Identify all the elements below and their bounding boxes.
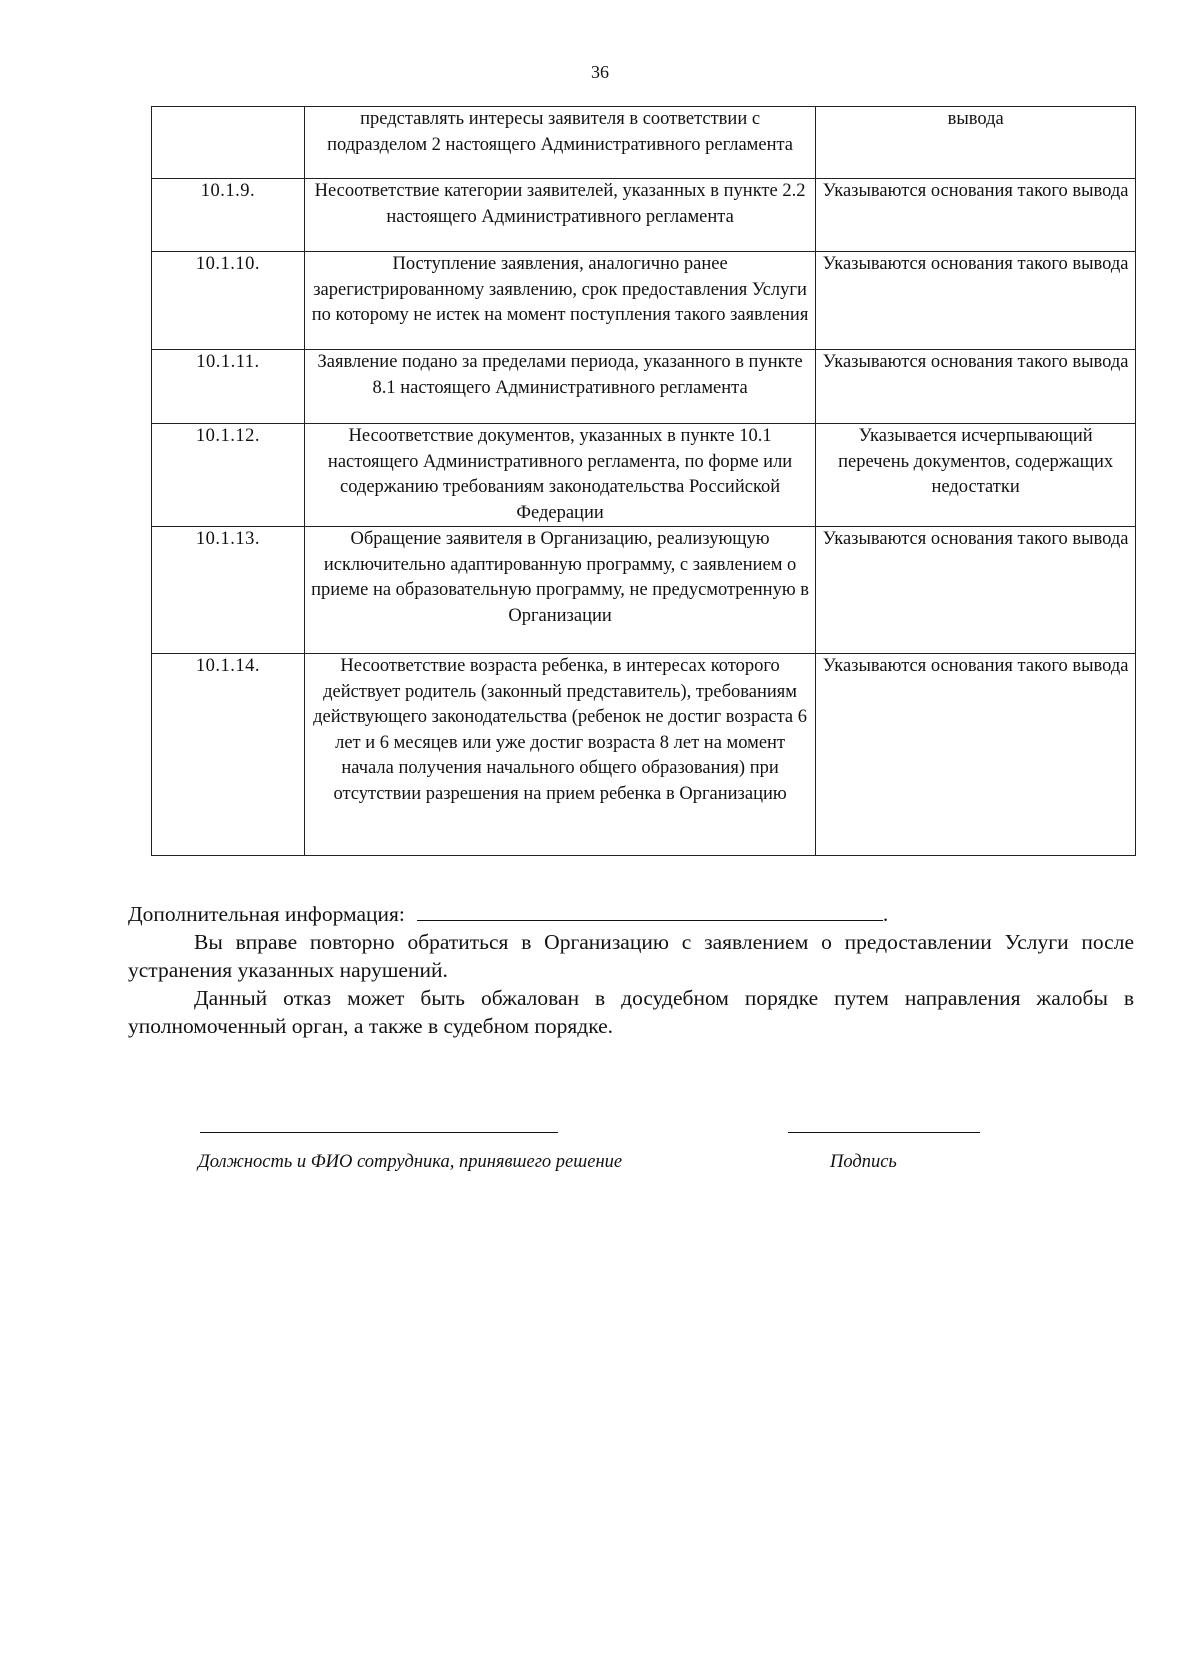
additional-info-label: Дополнительная информация: [128, 902, 405, 926]
additional-info-blank [417, 900, 883, 921]
row-reason: Несоответствие возраста ребенка, в интересах которого действует родитель (законный представитель), требованиям действующего законодательства (ребенок не достиг возраста 6 лет и 6 месяцев или уже достиг возраста 8 лет на момент начала получения начального общего образования) при отсутствии разрешения на прием ребенка в Организацию [304, 654, 815, 856]
signature-caption: Подпись [830, 1152, 897, 1172]
row-explanation: Указываются основания такого вывода [816, 654, 1136, 856]
row-reason: Заявление подано за пределами периода, указанного в пункте 8.1 настоящего Административного регламента [304, 350, 815, 424]
refusal-reasons-table [151, 106, 1136, 856]
row-code: 10.1.9. [152, 179, 305, 252]
table-row [152, 107, 1136, 179]
row-code: 10.1.12. [152, 424, 305, 527]
row-explanation: Указываются основания такого вывода [816, 527, 1136, 654]
appeal-paragraph: Данный отказ может быть обжалован в досудебном порядке путем направления жалобы в уполномоченный орган, а также в судебном порядке. [128, 986, 1134, 1038]
row-reason: Несоответствие документов, указанных в пункте 10.1 настоящего Административного регламента, по форме или содержанию требованиям законодательства Российской Федерации [304, 424, 815, 527]
additional-info-line [128, 900, 1134, 928]
table-row [152, 350, 1136, 424]
table-row [152, 654, 1136, 856]
row-reason: Обращение заявителя в Организацию, реализующую исключительно адаптированную программу, с заявлением о приеме на образовательную программу, не предусмотренную в Организации [304, 527, 815, 654]
table-row [152, 252, 1136, 350]
table-row [152, 527, 1136, 654]
row-code [152, 107, 305, 179]
position-caption: Должность и ФИО сотрудника, принявшего решение [198, 1152, 623, 1172]
reapply-paragraph: Вы вправе повторно обратиться в Организацию с заявлением о предоставлении Услуги после устранения указанных нарушений. [128, 930, 1134, 982]
row-explanation: Указываются основания такого вывода [816, 350, 1136, 424]
row-explanation: вывода [816, 107, 1136, 179]
row-reason: Несоответствие категории заявителей, указанных в пункте 2.2 настоящего Административного регламента [304, 179, 815, 252]
row-code: 10.1.14. [152, 654, 305, 856]
row-code: 10.1.10. [152, 252, 305, 350]
table-row [152, 179, 1136, 252]
position-signature-line [200, 1132, 558, 1133]
signature-line [788, 1132, 980, 1133]
page-number: 36 [591, 62, 609, 82]
row-explanation: Указывается исчерпывающий перечень документов, содержащих недостатки [816, 424, 1136, 527]
row-code: 10.1.11. [152, 350, 305, 424]
row-explanation: Указываются основания такого вывода [816, 252, 1136, 350]
row-reason: представлять интересы заявителя в соответствии с подразделом 2 настоящего Административного регламента [304, 107, 815, 179]
row-code: 10.1.13. [152, 527, 305, 654]
row-explanation: Указываются основания такого вывода [816, 179, 1136, 252]
additional-info-end: . [882, 902, 889, 926]
table-row [152, 424, 1136, 527]
row-reason: Поступление заявления, аналогично ранее зарегистрированному заявлению, срок предоставления Услуги по которому не истек на момент поступления такого заявления [304, 252, 815, 350]
